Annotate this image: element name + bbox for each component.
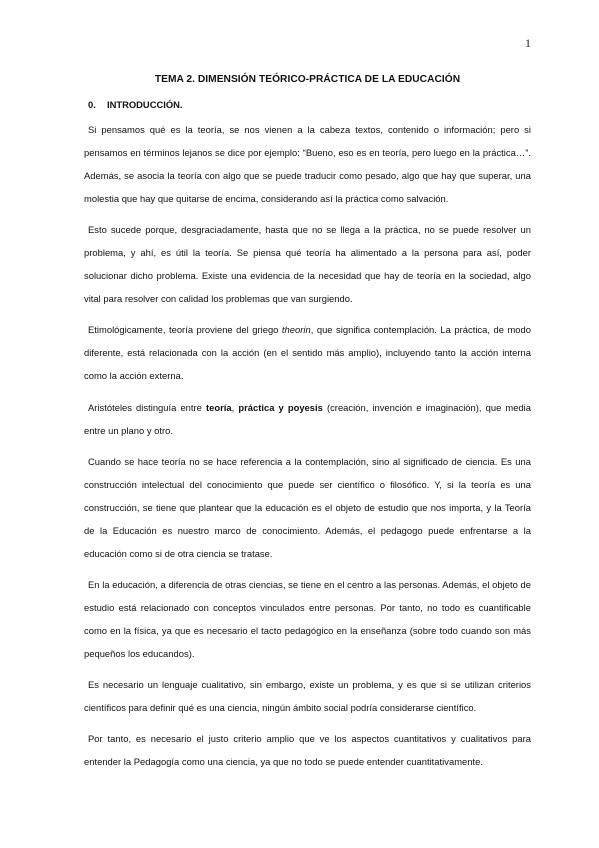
paragraph-5: Cuando se hace teoría no se hace referencia a la contemplación, sino al significado de ciencia. Es una construcción intelectual del conocimiento que puede ser científico o filosófico. Y, si la teoría es una construcción, se tiene que plantear que la educación es el objeto de estudio que nos importa, y la Teoría de la Educación es nuestro marco de conocimiento. Además, el pedagogo puede enfrentarse a la educación como si de otra ciencia se tratase. (84, 455, 531, 559)
document-title: TEMA 2. DIMENSIÓN TEÓRICO-PRÁCTICA DE LA EDUCACIÓN (154, 74, 461, 85)
term-teoria: teoría (205, 401, 232, 413)
paragraph-3-text-c: , que significa contemplación. La práctica, de modo diferente, está relacionada con la acción (en el sentido más amplio), incluyendo tanto la acción interna como la acción externa. (84, 324, 531, 382)
greek-term-theorin: theorin (281, 324, 311, 336)
page-number: 1 (525, 36, 531, 50)
paragraph-4 (84, 396, 531, 442)
paragraph-4-text-a: Aristóteles distinguía entre (88, 401, 206, 413)
paragraph-3-text-a: Etimológicamente, teoría proviene del griego (88, 324, 282, 336)
section-number: 0. (88, 99, 96, 110)
term-practica-poyesis: práctica y poyesis (238, 401, 323, 413)
paragraph-4-comma: , (231, 401, 239, 413)
paragraph-4-text-e: (creación, invención e imaginación), que media entre un plano y otro. (84, 401, 532, 436)
section-label: INTRODUCCIÓN. (107, 99, 183, 110)
section-heading (88, 98, 531, 112)
paragraph-3 (84, 318, 531, 387)
paragraph-1: Si pensamos qué es la teoría, se nos vienen a la cabeza textos, contenido o información; pero si pensamos en términos lejanos se dice por ejemplo: “Bueno, eso es en teoría, pero luego en la práctica…”. Además, se asocia la teoría con algo que se puede traducir como pesado, algo que hay que superar, una molestia que hay que quitarse de encima, considerando así la práctica como salvación. (84, 124, 531, 204)
document-body (84, 72, 531, 782)
paragraph-2: Esto sucede porque, desgraciadamente, hasta que no se llega a la práctica, no se puede resolver un problema, y ahí, es útil la teoría. Se piensa qué teoría ha alimentado a la persona para así, poder solucionar dicho problema. Existe una evidencia de la necesidad que hay de teoría en la sociedad, algo vital para resolver con calidad los problemas que van surgiendo. (84, 224, 531, 305)
paragraph-8: Por tanto, es necesario el justo criterio amplio que ve los aspectos cuantitativos y cualitativos para entender la Pedagogía como una ciencia, ya que no todo se puede entender cuantitativamente. (84, 733, 531, 768)
paragraph-7: Es necesario un lenguaje cualitativo, sin embargo, existe un problema, y es que si se utilizan criterios científicos para definir qué es una ciencia, ningún ámbito social podría considerarse científico. (84, 679, 531, 714)
paragraph-6: En la educación, a diferencia de otras ciencias, se tiene en el centro a las personas. Además, el objeto de estudio está relacionado con conceptos vinculados entre personas. Por tanto, no todo es cuantificable como en la física, ya que es necesario el tacto pedagógico en la enseñanza (sobre todo cuando son más pequeños los educandos). (84, 578, 531, 659)
